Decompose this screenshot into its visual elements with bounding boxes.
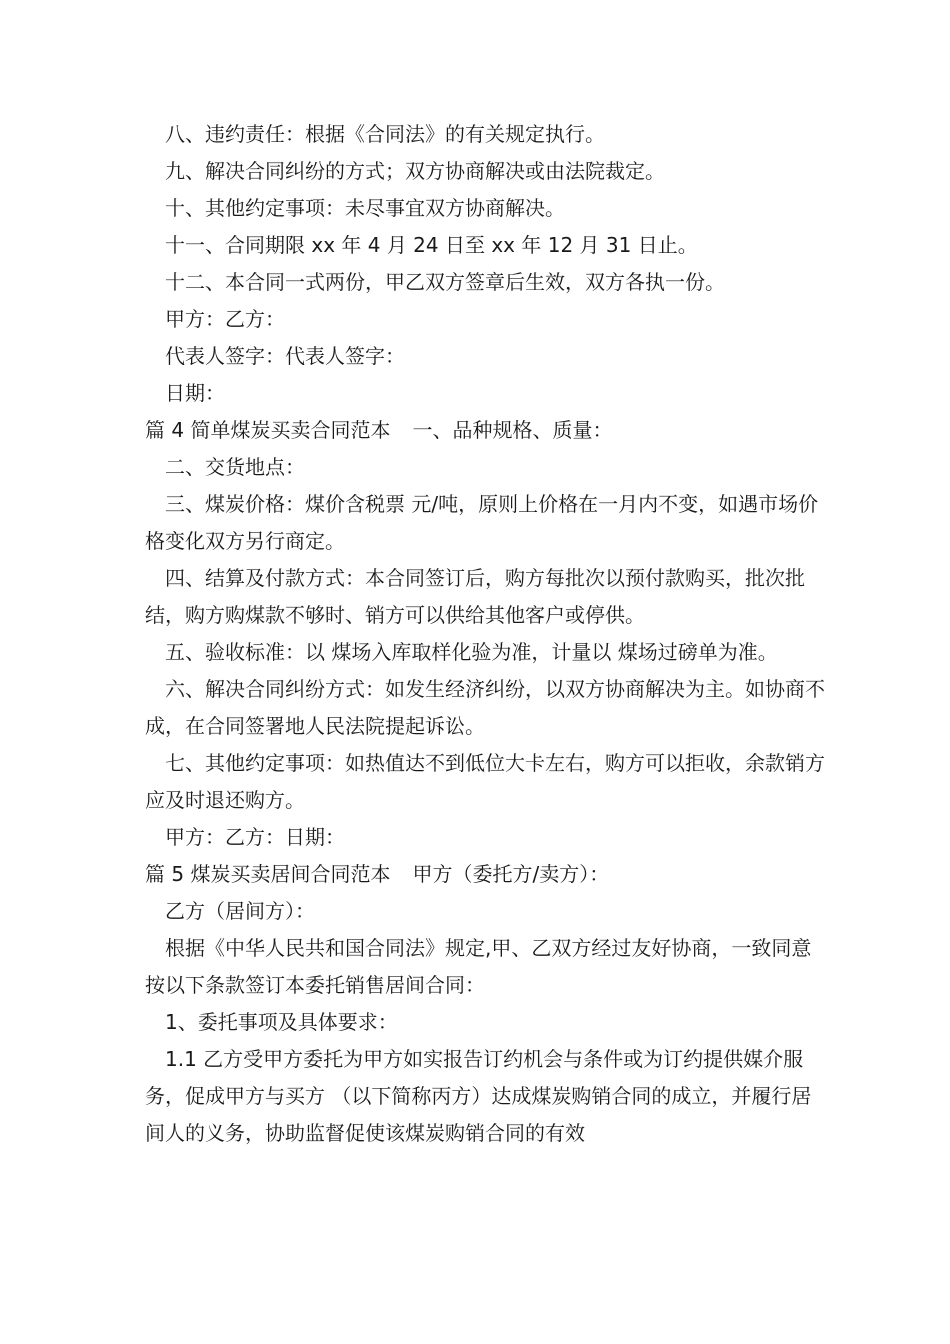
- clause-12: 十二、本合同一式两份，甲乙双方签章后生效，双方各执一份。: [165, 270, 725, 294]
- section-4-heading: [145, 412, 825, 449]
- section-4-item-7: 七、其他约定事项：如热值达不到低位大卡左右，购方可以拒收，余款销方应及时退还购方。: [145, 751, 825, 812]
- party-line: 甲方：乙方：: [165, 307, 285, 331]
- section-4-item-2: 二、交货地点：: [165, 455, 305, 479]
- section-4-item-6: 六、解决合同纠纷方式：如发生经济纠纷，以双方协商解决为主。如协商不成，在合同签署地人民法院提起诉讼。: [145, 677, 825, 738]
- section-5-preamble: 根据《中华人民共和国合同法》规定,甲、乙双方经过友好协商，一致同意按以下条款签订本委托销售居间合同：: [145, 936, 812, 997]
- section-4-item-4: 四、结算及付款方式：本合同签订后，购方每批次以预付款购买，批次批结，购方购煤款不够时、销方可以供给其他客户或停供。: [145, 566, 805, 627]
- section-4-party-line: 甲方：乙方：日期：: [165, 825, 345, 849]
- section-4-item-3: 三、煤炭价格：煤价含税票 元/吨，原则上价格在一月内不变，如遇市场价格变化双方另行商定。: [145, 492, 819, 553]
- section-5-item-1: 1、委托事项及具体要求：: [165, 1010, 398, 1034]
- section-5-title: 篇 5 煤炭买卖居间合同范本: [145, 862, 391, 886]
- document-body: [145, 116, 825, 1152]
- section-4-item-1: 一、品种规格、质量：: [412, 418, 613, 442]
- date-line: 日期：: [165, 381, 225, 405]
- section-5-item-1-1: 1.1 乙方受甲方委托为甲方如实报告订约机会与条件或为订约提供媒介服务，促成甲方与买方 （以下简称丙方）达成煤炭购销合同的成立，并履行居间人的义务，协助监督促使该煤炭购销合同的有效: [145, 1047, 812, 1145]
- section-5-party-b: 乙方（居间方）：: [165, 899, 315, 923]
- section-4-item-5: 五、验收标准：以 煤场入库取样化验为准，计量以 煤场过磅单为准。: [165, 640, 778, 664]
- section-5-heading: [145, 856, 825, 893]
- signature-line: 代表人签字：代表人签字：: [165, 344, 405, 368]
- section-5-party-a: 甲方（委托方/卖方）：: [412, 862, 610, 886]
- section-4-title: 篇 4 简单煤炭买卖合同范本: [145, 418, 391, 442]
- clause-8: 八、违约责任：根据《合同法》的有关规定执行。: [165, 122, 605, 146]
- clause-10: 十、其他约定事项：未尽事宜双方协商解决。: [165, 196, 565, 220]
- clause-11: 十一、合同期限 xx 年 4 月 24 日至 xx 年 12 月 31 日止。: [165, 233, 698, 257]
- clause-9: 九、解决合同纠纷的方式；双方协商解决或由法院裁定。: [165, 159, 665, 183]
